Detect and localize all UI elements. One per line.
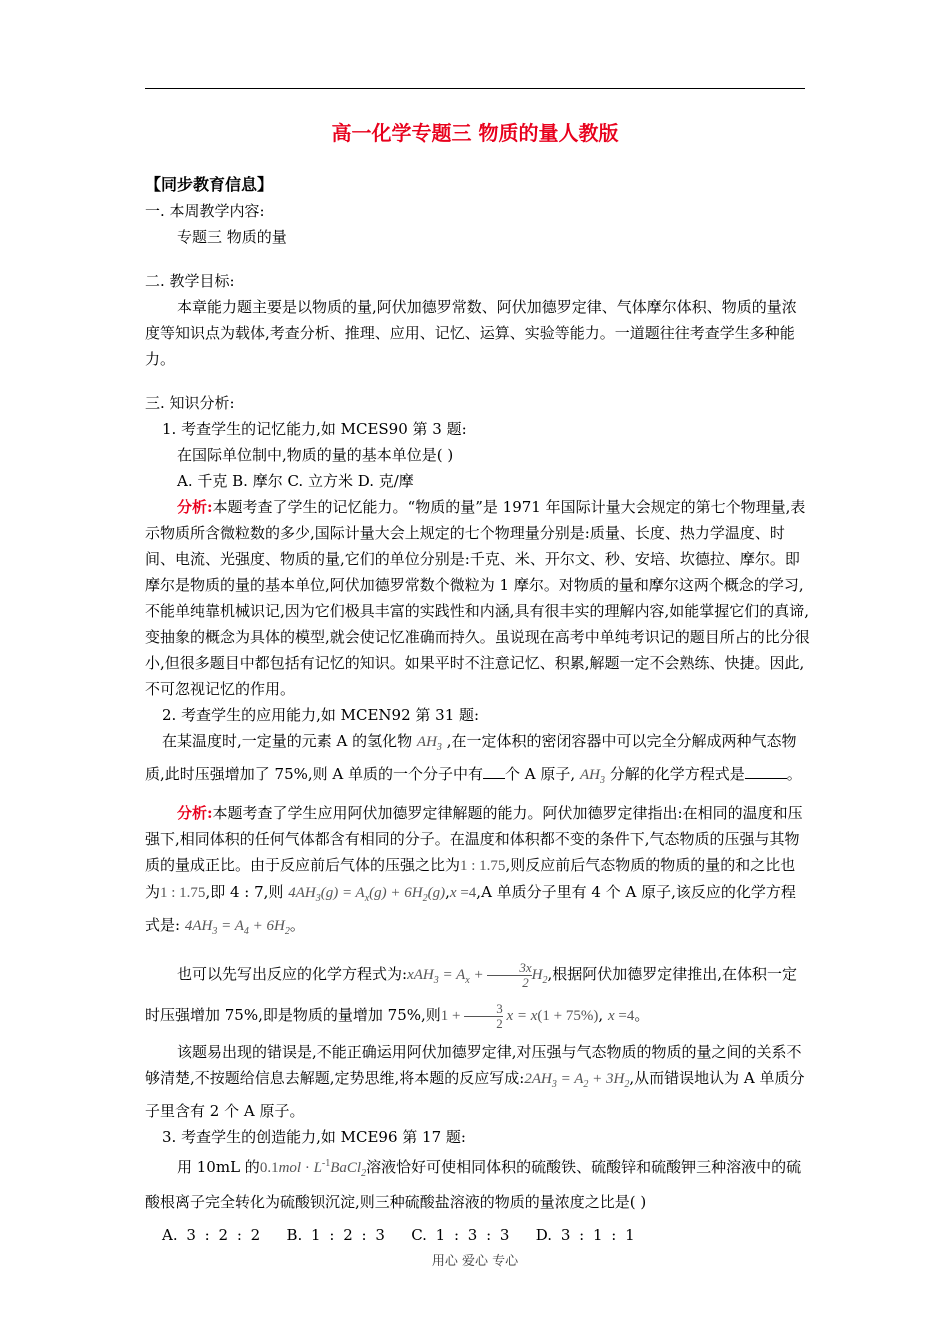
goals-paragraph: 本章能力题主要是以物质的量,阿伏加德罗常数、阿伏加德罗定律、气体摩尔体积、物质的量浓度等知识点为载体,考查分析、推理、应用、记忆、运算、实验等能力。一道题往往考查学生多种能力。 [145, 298, 797, 368]
q2-analysis: 分析:本题考查了学生应用阿伏加德罗定律解题的能力。阿伏加德罗定律指出:在相同的温度和压强下,相同体积的任何气体都含有相同的分子。在温度和体积都不变的条件下,气态物质的压强与其物质的量成正比。由于反应前后气体的压强之比为1 : 1.75,则反应前后气态物质的物质的量的和之比也为1 : 1.75,即 4 : 7,则 $4AH_3(g) = A_x(g) + 6H_2(g),x =4,A$ 单质分子里有 4 个 A 原子,该反应的化学方程式是: $4AH_3 = A_4 + 6H_2$。 [145, 804, 803, 937]
page-footer: 用心 爱心 专心 [431, 1254, 519, 1269]
section-content-line: 专题三 物质的量 [177, 228, 287, 246]
header-rule [145, 88, 805, 89]
q1-title: 1. 考查学生的记忆能力,如 MCES90 第 3 题: [162, 420, 467, 438]
answer-blank [483, 764, 505, 779]
q1-stem: 在国际单位制中,物质的量的基本单位是( ) [177, 446, 454, 464]
q1-options: A. 千克 B. 摩尔 C. 立方米 D. 克/摩 [177, 472, 414, 490]
q2-paragraph-2: 也可以先写出反应的化学方程式为:xAH$_3$ = $A_x$ + $\frac{3x}{2}$ $H_2$,根据阿伏加德罗定律推出,在体积一定时压强增加 75%,即是物质的量增加 75%,则1 + $\frac{3}{2}$ x = x(1 + 75%), x =4。 [145, 959, 797, 1031]
option-b: B. 1 : 2 : 3 [286, 1226, 385, 1244]
option-d: D. 3 : 1 : 1 [535, 1226, 635, 1244]
option-a: A. 3 : 2 : 2 [162, 1226, 261, 1244]
section-heading-goals: 二. 教学目标: [145, 272, 235, 290]
q2-paragraph-3: 该题易出现的错误是,不能正确运用阿伏加德罗定律,对压强与气态物质的物质的量之间的关系不够清楚,不按题给信息去解题,定势思维,将本题的反应写成$:2AH_3 = A_2 + 3H_2$,从而错误地认为 A 单质分子里含有 2 个 A 原子。 [145, 1043, 805, 1120]
option-c: C. 1 : 3 : 3 [411, 1226, 510, 1244]
q3-title: 3. 考查学生的创造能力,如 MCE96 第 17 题: [162, 1128, 466, 1146]
q2-title: 2. 考查学生的应用能力,如 MCEN92 第 31 题: [162, 706, 480, 724]
section-heading-analysis: 三. 知识分析: [145, 394, 235, 412]
document-body [145, 172, 810, 1248]
q2-stem: 在某温度时,一定量的元素 A 的氢化物 $AH_3$ ,在一定体积的密闭容器中可以完全分解成两种气态物质,此时压强增加了 75%,则 A 单质的一个分子中有 个 A 原子, $AH_3$ 分解的化学方程式是 。 [145, 732, 802, 786]
analysis-label: 分析: [177, 804, 213, 822]
page-title: 高一化学专题三 物质的量人教版 [331, 121, 619, 145]
section-heading-sync: 【同步教育信息】 [145, 175, 274, 194]
analysis-label: 分析: [177, 498, 213, 516]
q1-analysis: 分析:本题考查了学生的记忆能力。“物质的量”是 1971 年国际计量大会规定的第七个物理量,表示物质所含微粒数的多少,国际计量大会上规定的七个物理量分别是:质量、长度、热力学温度、时间、电流、光强度、物质的量,它们的单位分别是:千克、米、开尔文、秒、安培、坎德拉、摩尔。即摩尔是物质的量的基本单位,阿伏加德罗常数个微粒为 1 摩尔。对物质的量和摩尔这两个概念的学习,不能单纯靠机械识记,因为它们极具丰富的实践性和内涵,具有很丰实的理解内容,如能掌握它们的真谛,变抽象的概念为具体的模型,就会使记忆准确而持久。虽说现在高考中单纯考识记的题目所占的比分很小,但很多题目中都包括有记忆的知识。如果平时不注意记忆、积累,解题一定不会熟练、快捷。因此,不可忽视记忆的作用。 [145, 498, 810, 698]
q3-stem: 用 10mL 的$0.1mol \cdot L^{-1}BaCl_2$溶液恰好可使相同体积的硫酸铁、硫酸锌和硫酸钾三种溶液中的硫酸根离子完全转化为硫酸钡沉淀,则三种硫酸盐溶液的物质的量浓度之比是( ) [145, 1158, 802, 1211]
q3-options [145, 1222, 810, 1248]
answer-blank [745, 764, 787, 779]
section-heading-content: 一. 本周教学内容: [145, 202, 265, 220]
